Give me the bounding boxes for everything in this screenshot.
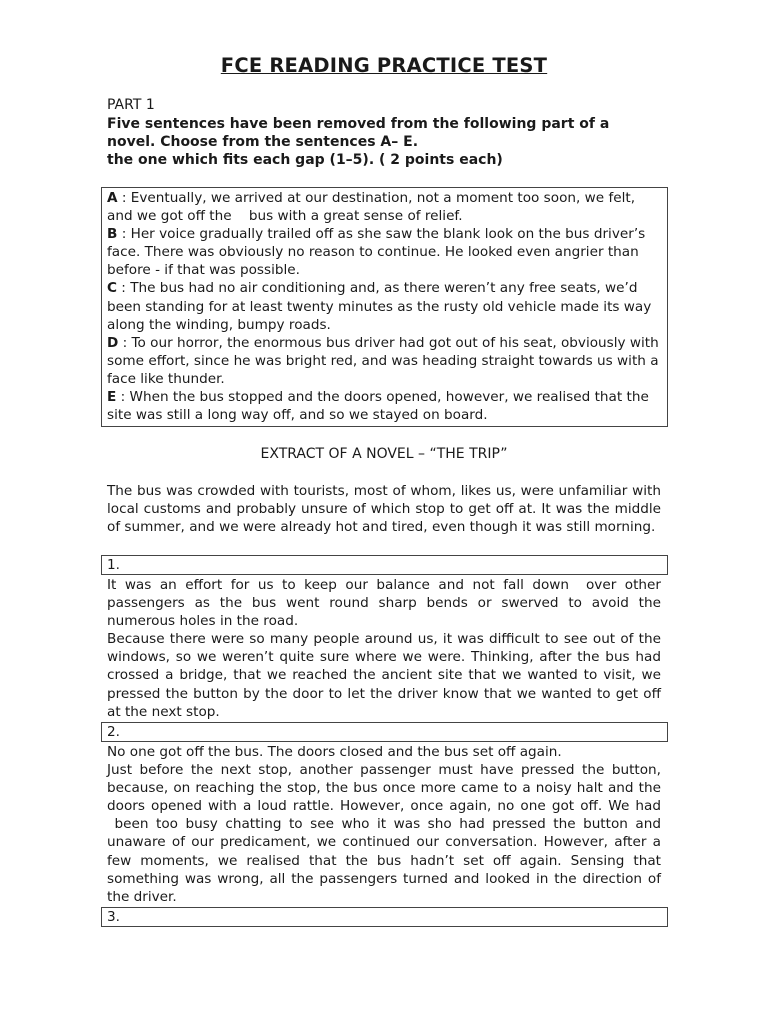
paragraph-3a: No one got off the bus. The doors closed and the bus set off again.: [107, 744, 562, 760]
option-letter: E: [107, 389, 117, 406]
option-text: : When the bus stopped and the doors opened, however, we realised that the site was still a long way off, and so we stayed on board.: [107, 389, 649, 424]
options-box: [101, 187, 668, 427]
paragraph-3: [107, 743, 661, 906]
paragraph-2: [107, 576, 661, 721]
option-a: [107, 189, 661, 225]
part-label: PART 1: [107, 97, 155, 113]
gap-2-box[interactable]: 2.: [101, 722, 668, 742]
option-c: [107, 279, 661, 333]
option-text: : Her voice gradually trailed off as she saw the blank look on the bus driver’s face. There was obviously no reason to continue. He looked even angrier than before - if that was possible.: [107, 226, 646, 279]
option-letter: A: [107, 190, 118, 206]
paragraph-2a: It was an effort for us to keep our balance and not fall down over other passengers as the bus went round sharp bends or swerved to avoid the numerous holes in the road.: [107, 577, 661, 630]
option-e: [107, 388, 661, 424]
instruction-line: novel. Choose from the sentences A– E.: [107, 134, 419, 150]
option-text: : The bus had no air conditioning and, as there weren’t any free seats, we’d been standing for at least twenty minutes as the rusty old vehicle made its way along the winding, bumpy roads.: [107, 280, 652, 333]
option-text: : Eventually, we arrived at our destination, not a moment too soon, we felt, and we got off the bus with a great sense of relief.: [107, 190, 636, 225]
extract-title: EXTRACT OF A NOVEL – “THE TRIP”: [260, 446, 508, 462]
paragraph-1: The bus was crowded with tourists, most of whom, likes us, were unfamiliar with local customs and probably unsure of which stop to get off at. It was the middle of summer, and we were already hot and tired, even though it was still morning.: [107, 483, 661, 536]
instruction-line: the one which fits each gap (1–5). ( 2 points each): [107, 152, 503, 168]
option-b: [107, 225, 661, 279]
option-text: : To our horror, the enormous bus driver had got out of his seat, obviously with some effort, since he was bright red, and was heading straight towards us with a face like thunder.: [107, 334, 659, 387]
instructions: [107, 115, 667, 169]
page-title: FCE READING PRACTICE TEST: [220, 54, 548, 77]
paragraph-2b: Because there were so many people around us, it was difficult to see out of the windows, so we weren’t quite sure where we were. Thinking, after the bus had crossed a bridge, that we reached the ancient site that we wanted to visit, we pressed the button by the door to let the driver know that we wanted to get off at the next stop.: [107, 631, 661, 720]
paragraph-3b: Just before the next stop, another passenger must have pressed the button, because, on reaching the stop, the bus once more came to a noisy halt and the doors opened with a loud rattle. However, once again, no one got off. We had been too busy chatting to see who it was sho had pressed the button and unaware of our predicament, we continued our conversation. However, after a few moments, we realised that the bus hadn’t set off again. Sensing that something was wrong, all the passengers turned and looked in the direction of the driver.: [107, 762, 661, 905]
option-d: [107, 334, 661, 388]
instruction-line: Five sentences have been removed from the following part of a: [107, 116, 610, 132]
gap-1-box[interactable]: 1.: [101, 555, 668, 575]
gap-3-box[interactable]: 3.: [101, 907, 668, 927]
option-letter: B: [107, 226, 118, 243]
option-letter: D: [107, 334, 119, 351]
option-letter: C: [107, 280, 117, 297]
